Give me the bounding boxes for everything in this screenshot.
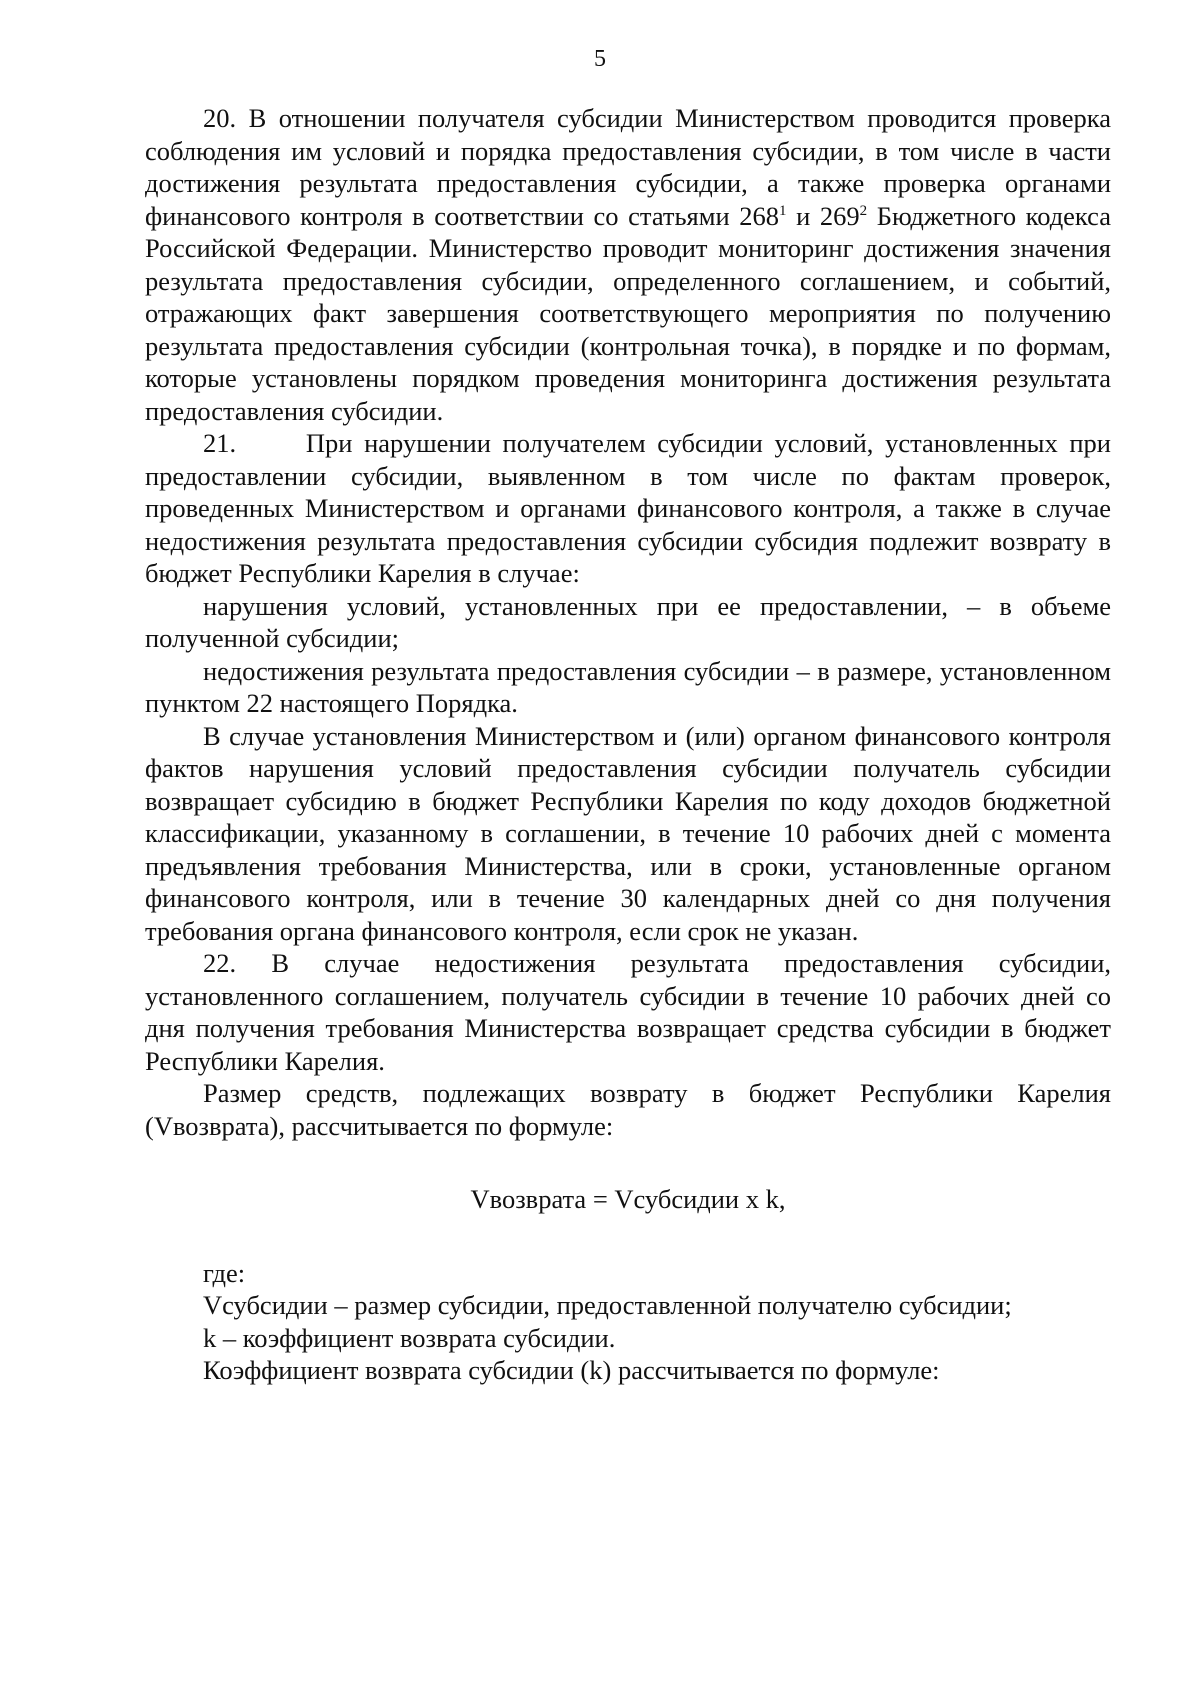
- paragraph-20-part-a: 20. В отношении получателя субсидии Министерством проводится проверка соблюдения им условий и порядка предоставления субсидии, в том числе в части достижения результата предоставления субсидии, а также проверка органами финансового контроля в соответствии со статьями 268: [145, 103, 1111, 231]
- where-label: где:: [203, 1257, 246, 1288]
- document-body: [145, 102, 1111, 1387]
- paragraph-21-non-achievement: недостижения результата предоставления субсидии – в размере, установленном пунктом 22 настоящего Порядка.: [145, 655, 1111, 718]
- paragraph-20-part-c: Бюджетного кодекса Российской Федерации. Министерство проводит мониторинг достижения значения результата предоставления субсидии, определенного соглашением, и событий, отражающих факт завершения соответствующего мероприятия по получению результата предоставления субсидии (контрольная точка), в порядке и по формам, которые установлены порядком проведения мониторинга достижения результата предоставления субсидии.: [145, 200, 1111, 426]
- k-formula-intro: Коэффициент возврата субсидии (k) рассчитывается по формуле:: [203, 1355, 940, 1385]
- footnote-sup-269: 2: [859, 202, 868, 219]
- paragraph-20-part-b: и 269: [786, 200, 860, 231]
- definition-k: k – коэффициент возврата субсидии.: [203, 1322, 616, 1353]
- definition-v-subsidy: Vсубсидии – размер субсидии, предоставленной получателю субсидии;: [203, 1290, 1012, 1320]
- paragraph-21: 21. При нарушении получателем субсидии условий, установленных при предоставлении субсидии, выявленном в том числе по фактам проверок, проведенных Министерством и органами финансового контроля, а также в случае недостижения результата предоставления субсидии субсидия подлежит возврату в бюджет Республики Карелия в случае:: [145, 428, 1111, 588]
- paragraph-22: 22. В случае недостижения результата предоставления субсидии, установленного соглашением, получатель субсидии в течение 10 рабочих дней со дня получения требования Министерства возвращает средства субсидии в бюджет Республики Карелия.: [145, 948, 1111, 1076]
- footnote-sup-268: 1: [779, 202, 787, 219]
- page-number: 5: [594, 46, 606, 72]
- return-formula: Vвозврата = Vсубсидии х k,: [470, 1184, 786, 1214]
- paragraph-20: [145, 102, 1111, 427]
- paragraph-22-amount: Размер средств, подлежащих возврату в бюджет Республики Карелия (Vвозврата), рассчитывается по формуле:: [145, 1078, 1111, 1141]
- paragraph-21-return-procedure: В случае установления Министерством и (или) органом финансового контроля фактов нарушения условий предоставления субсидии получатель субсидии возвращает субсидию в бюджет Республики Карелия по коду доходов бюджетной классификации, указанному в соглашении, в течение 10 рабочих дней с момента предъявления требования Министерства, или в сроки, установленные органом финансового контроля, или в течение 30 календарных дней со дня получения требования органа финансового контроля, если срок не указан.: [145, 720, 1111, 946]
- paragraph-21-violation: нарушения условий, установленных при ее предоставлении, – в объеме полученной субсидии;: [145, 590, 1111, 653]
